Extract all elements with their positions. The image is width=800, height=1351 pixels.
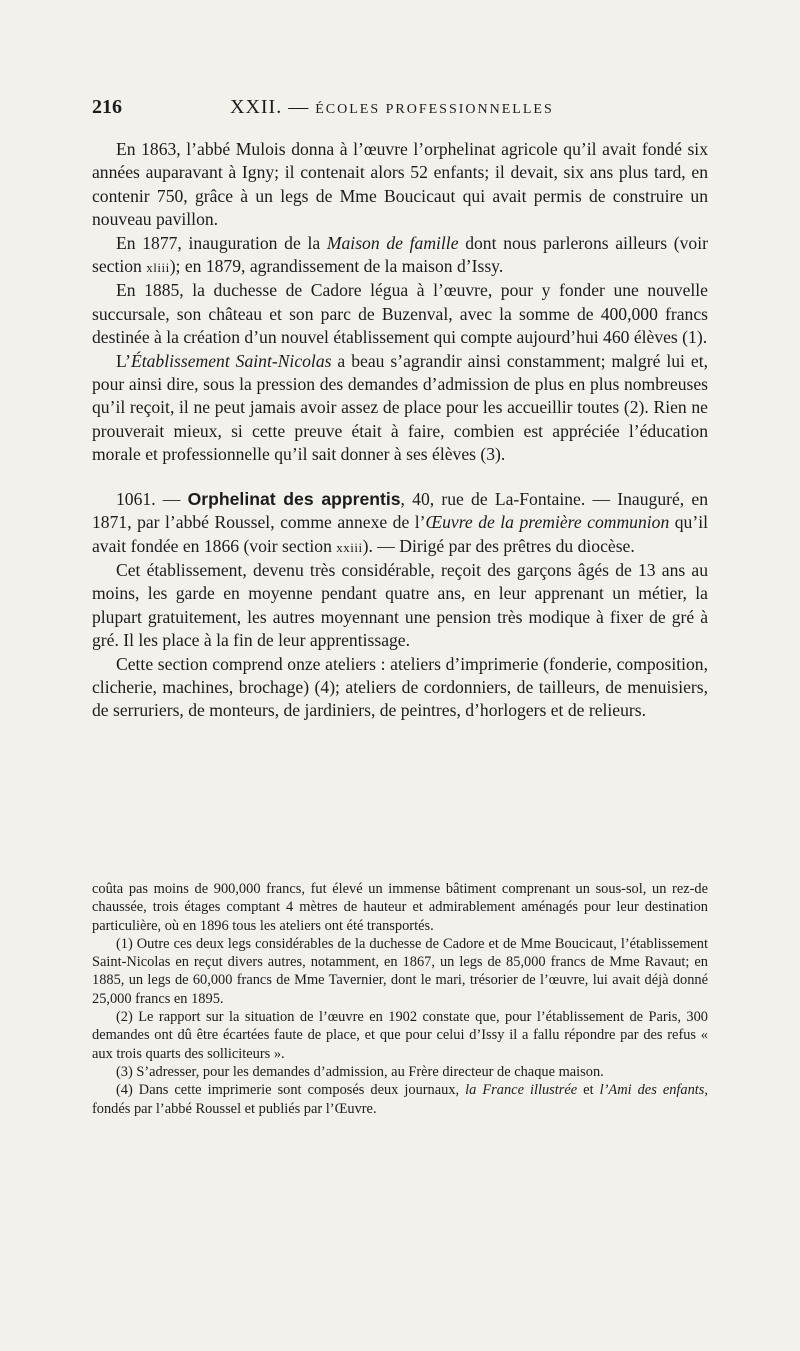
footnotes xyxy=(92,880,708,1118)
entry-number: 1061. — xyxy=(116,488,188,509)
section-ref: xxiii xyxy=(336,539,363,555)
paragraph-ateliers: Cette section comprend onze ateliers : ateliers d’imprimerie (fonderie, composition, clicherie, machines, brochage) (4); ateliers de cordonniers, de tailleurs, de menuisiers, de serruriers, de monteurs, de jardiniers, de peintres, d’horlogers et de relieurs. xyxy=(92,653,708,721)
header-dash: — xyxy=(288,96,310,118)
text-run: L’ xyxy=(116,350,131,371)
section-title: ÉCOLES PROFESSIONNELLES xyxy=(315,102,554,117)
page-number: 216 xyxy=(92,96,122,118)
text-run: et xyxy=(577,1082,600,1099)
text-run: ); en 1879, agrandissement de la maison d’Issy. xyxy=(169,256,504,277)
footnote-1: (1) Outre ces deux legs considérables de la duchesse de Cadore et de Mme Boucicaut, l’établissement Saint-Nicolas en reçut divers autres, notamment, en 1867, un legs de 85,000 francs de Mme Ravaut; en 1885, un legs de 60,000 francs de Mme Tavernier, dont le mari, trésorier de l’œuvre, lui avait déjà donné 25,000 francs en 1895. xyxy=(92,935,708,1007)
text-run: a beau s’agrandir ainsi constamment; malgré lui et, pour ainsi dire, sous la pression des demandes d’admission de plus en plus nombreuses qu’il reçoit, il ne peut jamais avoir assez de place pour les accueillir toutes (2). Rien ne prouverait mieux, si cette preuve était à faire, combien est appréciée l’éducation morale et professionnelle qu’il sait donner à ses élèves (3). xyxy=(92,350,708,465)
paragraph-etablissement: Cet établissement, devenu très considérable, reçoit des garçons âgés de 13 ans au moins, les garde en moyenne pendant quatre ans, en leur apprenant un métier, la plupart gratuitement, les autres moyennant une pension très modique à fixer de gré à gré. Il les place à la fin de leur apprentissage. xyxy=(92,559,708,651)
section-ref: xliii xyxy=(146,260,170,276)
running-head xyxy=(230,96,554,119)
footnote-continuation: coûta pas moins de 900,000 francs, fut élevé un immense bâtiment comprenant un sous-sol, un rez-de chaussée, trois étages comptant 4 mètres de hauteur et admirablement aménagés pour leur destination particulière, où en 1896 tous les ateliers ont été transportés. xyxy=(92,881,708,934)
entry-title: Orphelinat des apprentis xyxy=(187,488,401,509)
text-run: , fondés par l’abbé Roussel et publiés par l’Œuvre. xyxy=(92,1082,709,1117)
entry-1061 xyxy=(92,488,708,559)
paragraph-igny: En 1863, l’abbé Mulois donna à l’œuvre l’orphelinat agricole qu’il avait fondé six années auparavant à Igny; il contenait alors 52 enfants; il devait, six ans plus tard, en contenir 750, grâce à un legs de Mme Boucicaut qui avait permis de construire un nouveau pavillon. xyxy=(92,139,708,230)
main-text xyxy=(92,138,708,723)
text-run: , 40, rue de La-Fontaine. — Inauguré, en 1871, par l’abbé Roussel, comme annexe de l’ xyxy=(92,488,709,533)
footnote-3: (3) S’adresser, pour les demandes d’admission, au Frère directeur de chaque maison. xyxy=(116,1063,604,1080)
footnote-4 xyxy=(92,1081,708,1118)
section-number: XXII. xyxy=(230,96,283,118)
journal-title: l’Ami des enfants xyxy=(599,1082,705,1099)
text-run: (4) Dans cette imprimerie sont composés deux journaux, xyxy=(116,1082,466,1099)
text-run: dont nous parlerons ailleurs (voir section xyxy=(92,232,708,277)
paragraph-maison-de-famille xyxy=(92,232,708,280)
text-run: ). — Dirigé par des prêtres du diocèse. xyxy=(362,535,635,556)
paragraph-buzenval: En 1885, la duchesse de Cadore légua à l’œuvre, pour y fonder une nouvelle succursale, son château et son parc de Buzenval, avec la somme de 400,000 francs destinée à la création d’un nouvel établissement qui compte aujourd’hui 460 élèves (1). xyxy=(92,280,708,348)
text-run: En 1877, inauguration de la xyxy=(116,232,327,253)
footnote-2: (2) Le rapport sur la situation de l’œuvre en 1902 constate que, pour l’établissement de Paris, 300 demandes ont dû être écartées faute de place, et que pour celui d’Issy il a fallu répondre par des refus « aux trois quarts des solliciteurs ». xyxy=(92,1009,708,1062)
page-header xyxy=(92,96,712,120)
text-run: qu’il avait fondée en 1866 (voir section xyxy=(92,512,708,556)
journal-title: la France illustrée xyxy=(465,1082,578,1099)
emphasis: Maison de famille xyxy=(326,232,459,253)
emphasis: Œuvre de la première communion xyxy=(425,512,670,533)
paragraph-saint-nicolas xyxy=(92,350,708,467)
emphasis: Établissement Saint-Nicolas xyxy=(131,350,332,371)
